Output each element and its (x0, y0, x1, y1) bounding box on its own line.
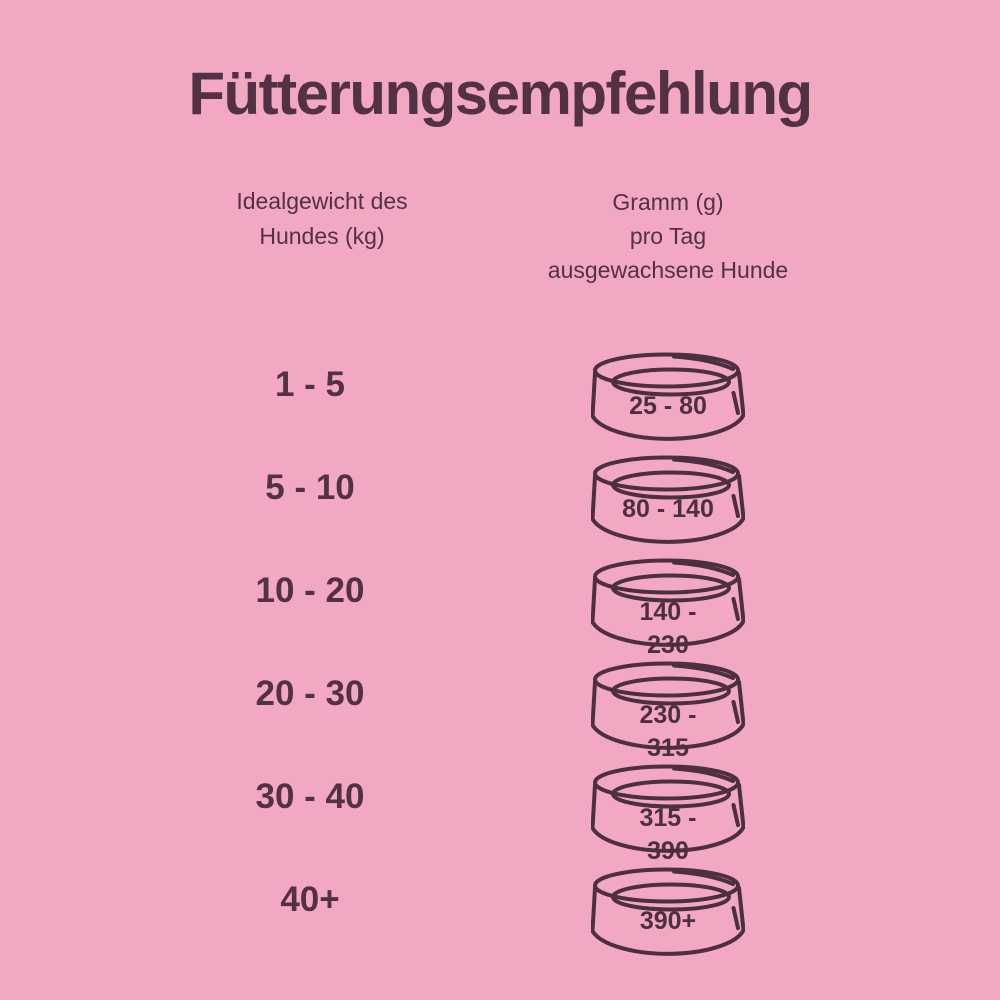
dog-bowl (591, 661, 745, 762)
column-header-grams (468, 185, 868, 287)
grams-value (591, 905, 745, 938)
page-title: Fütterungsempfehlung (188, 60, 812, 127)
grams-line1: 80 - 140 (622, 495, 714, 523)
feeding-row-6 (0, 867, 1000, 970)
grams-line2: 230 (647, 631, 689, 659)
dog-bowl (591, 867, 745, 959)
grams-value (591, 493, 745, 526)
weight-range-label: 40+ (280, 880, 340, 919)
column-header-weight-line1: Idealgewicht des (236, 188, 408, 214)
grams-line1: 230 - (639, 701, 697, 729)
dog-bowl (591, 352, 745, 444)
feeding-table (0, 352, 1000, 970)
weight-range-label: 1 - 5 (274, 365, 346, 404)
feeding-row-2 (0, 455, 1000, 558)
column-header-grams-line1: Gramm (g) (612, 189, 724, 215)
column-header-weight-line2: Hundes (kg) (259, 223, 385, 249)
column-header-grams-line3: ausgewachsene Hunde (547, 257, 789, 283)
dog-bowl (591, 558, 745, 659)
feeding-row-4 (0, 661, 1000, 764)
weight-range-label: 5 - 10 (265, 468, 355, 507)
grams-line2: 390 (647, 837, 689, 865)
feeding-row-3 (0, 558, 1000, 661)
grams-value (591, 802, 745, 868)
feeding-row-5 (0, 764, 1000, 867)
grams-line1: 140 - (639, 598, 697, 626)
dog-bowl (591, 764, 745, 865)
dog-bowl (591, 455, 745, 547)
grams-value (591, 596, 745, 662)
column-header-weight (122, 184, 522, 254)
weight-range-label: 20 - 30 (255, 674, 365, 713)
grams-value (591, 390, 745, 423)
weight-range-label: 10 - 20 (255, 571, 365, 610)
feeding-row-1 (0, 352, 1000, 455)
grams-line1: 25 - 80 (629, 392, 707, 420)
column-header-grams-line2: pro Tag (629, 223, 707, 249)
grams-value (591, 699, 745, 765)
grams-line1: 315 - (639, 804, 697, 832)
weight-range-label: 30 - 40 (255, 777, 365, 816)
grams-line2: 315 (647, 734, 689, 762)
grams-line1: 390+ (639, 907, 697, 935)
